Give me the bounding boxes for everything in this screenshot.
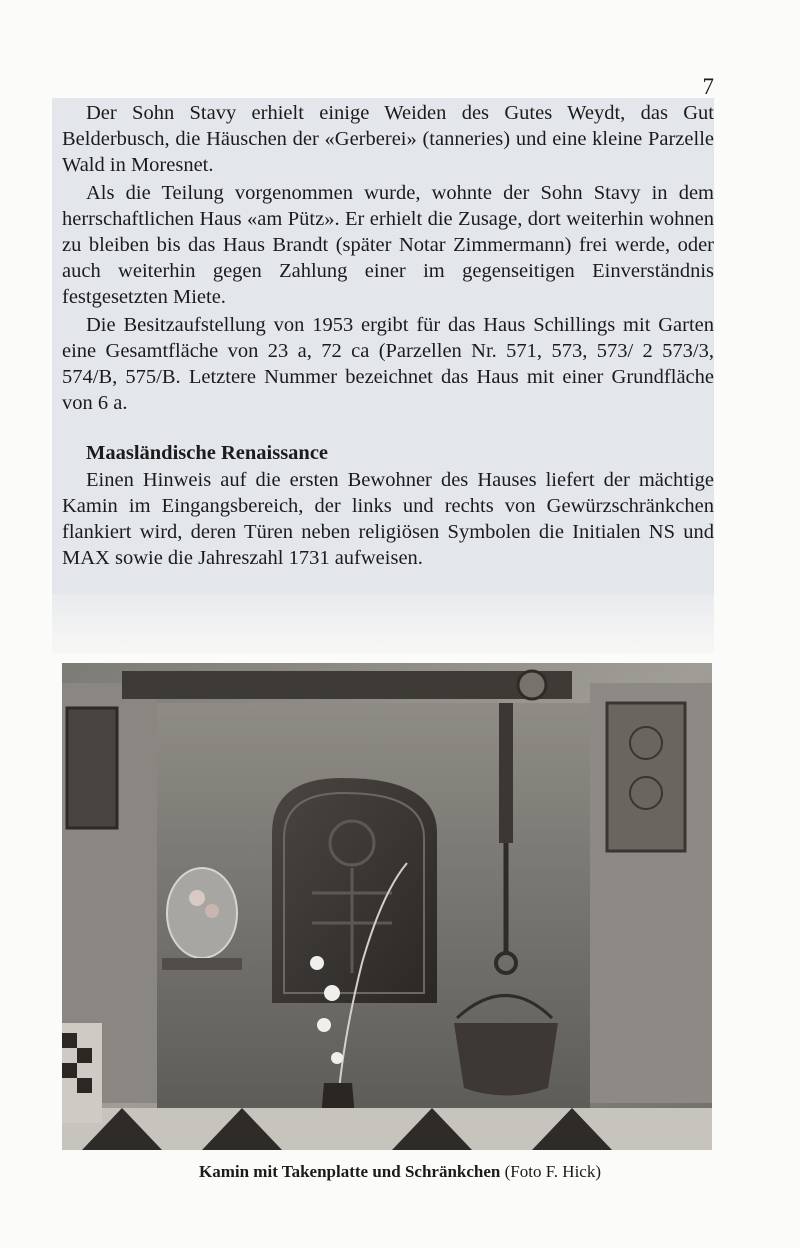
paragraph-1: Der Sohn Stavy erhielt einige Weiden des Gutes Weydt, das Gut Belderbusch, die Häuschen der «Gerberei» (tanneries) und eine kleine Parzelle Wald in Moresnet. xyxy=(62,102,714,177)
body-text xyxy=(62,100,714,571)
paragraph-3: Die Besitzaufstellung von 1953 ergibt für das Haus Schillings mit Garten eine Gesamtfläche von 23 a, 72 ca (Parzellen Nr. 571, 573, 573/ 2 573/3, 574/B, 575/B. Letztere Nummer bezeichnet das Haus mit einer Grundfläche von 6 a. xyxy=(62,313,714,415)
fireplace-illustration xyxy=(62,663,712,1150)
photo-caption xyxy=(0,1162,800,1182)
background-tint-fade xyxy=(52,594,714,654)
fireplace-photo xyxy=(62,663,712,1150)
section-paragraph: Einen Hinweis auf die ersten Bewohner des Hauses liefert der mächtige Kamin im Eingangsbereich, der links und rechts von Gewürzschränkchen flankiert wird, deren Türen neben religiösen Symbolen die Initialen NS und MAX sowie die Jahreszahl 1731 aufweisen. xyxy=(62,468,714,570)
caption-credit: (Foto F. Hick) xyxy=(504,1162,601,1181)
page-number: 7 xyxy=(702,74,714,99)
paragraph-2: Als die Teilung vorgenommen wurde, wohnte der Sohn Stavy in dem herrschaftlichen Haus «am Pütz». Er erhielt die Zusage, dort weiterhin wohnen zu bleiben bis das Haus Brandt (später Notar Zimmermann) frei werde, oder auch weiterhin gegen Zahlung einer im gegenseitigen Einverständnis festgesetzten Miete. xyxy=(62,181,714,309)
caption-title: Kamin mit Takenplatte und Schränkchen xyxy=(199,1162,501,1181)
section-heading: Maasländische Renaissance xyxy=(86,442,329,465)
